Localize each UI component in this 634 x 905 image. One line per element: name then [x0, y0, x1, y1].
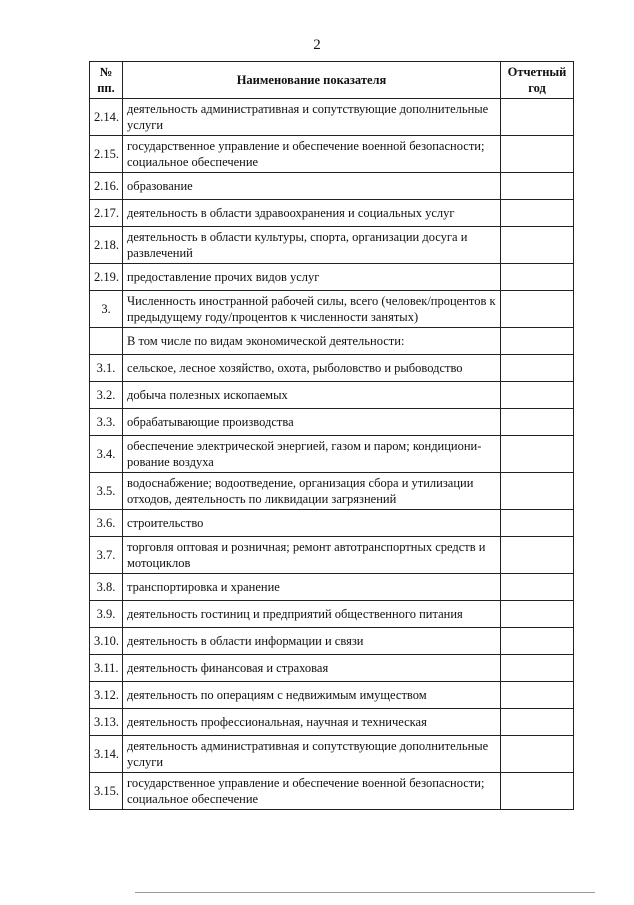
row-indicator-name: обеспечение электрической энергией, газом и паром; кондициони-рование воздуха: [123, 436, 501, 473]
row-reporting-year-value[interactable]: [501, 473, 574, 510]
row-reporting-year-value[interactable]: [501, 227, 574, 264]
page-number: 2: [313, 37, 321, 53]
header-number: № пп.: [90, 62, 123, 99]
row-indicator-name: деятельность административная и сопутствующие дополнительные услуги: [123, 736, 501, 773]
row-indicator-name: строительство: [123, 510, 501, 537]
table-row: [90, 99, 574, 136]
row-indicator-name: деятельность профессиональная, научная и техническая: [123, 709, 501, 736]
row-number: 3.5.: [90, 473, 123, 510]
row-reporting-year-value[interactable]: [501, 382, 574, 409]
row-number: [90, 328, 123, 355]
table-row: [90, 773, 574, 810]
row-reporting-year-value[interactable]: [501, 328, 574, 355]
row-indicator-name: предоставление прочих видов услуг: [123, 264, 501, 291]
row-number: 3.1.: [90, 355, 123, 382]
row-indicator-name: обрабатывающие производства: [123, 409, 501, 436]
table-row: [90, 355, 574, 382]
row-reporting-year-value[interactable]: [501, 264, 574, 291]
table-row: [90, 328, 574, 355]
row-indicator-name: деятельность по операциям с недвижимым имуществом: [123, 682, 501, 709]
row-indicator-name: добыча полезных ископаемых: [123, 382, 501, 409]
table-row: [90, 628, 574, 655]
row-indicator-name: деятельность в области информации и связи: [123, 628, 501, 655]
row-indicator-name: государственное управление и обеспечение военной безопасности; социальное обеспечение: [123, 136, 501, 173]
row-number: 2.16.: [90, 173, 123, 200]
row-reporting-year-value[interactable]: [501, 628, 574, 655]
table-row: [90, 264, 574, 291]
table-row: [90, 736, 574, 773]
row-indicator-name: деятельность гостиниц и предприятий общественного питания: [123, 601, 501, 628]
row-reporting-year-value[interactable]: [501, 655, 574, 682]
row-reporting-year-value[interactable]: [501, 409, 574, 436]
row-number: 2.18.: [90, 227, 123, 264]
table-row: [90, 200, 574, 227]
row-indicator-name: водоснабжение; водоотведение, организация сбора и утилизации отходов, деятельность по ликвидации загрязнений: [123, 473, 501, 510]
table-row: [90, 136, 574, 173]
row-indicator-name: государственное управление и обеспечение военной безопасности; социальное обеспечение: [123, 773, 501, 810]
row-reporting-year-value[interactable]: [501, 601, 574, 628]
row-reporting-year-value[interactable]: [501, 291, 574, 328]
row-reporting-year-value[interactable]: [501, 537, 574, 574]
row-number: 2.17.: [90, 200, 123, 227]
row-number: 3.10.: [90, 628, 123, 655]
row-number: 3.4.: [90, 436, 123, 473]
row-number: 3.13.: [90, 709, 123, 736]
row-indicator-name: деятельность финансовая и страховая: [123, 655, 501, 682]
header-indicator-name: Наименование показателя: [123, 62, 501, 99]
row-reporting-year-value[interactable]: [501, 436, 574, 473]
row-number: 3.: [90, 291, 123, 328]
row-number: 3.6.: [90, 510, 123, 537]
indicators-table: [89, 61, 574, 810]
row-reporting-year-value[interactable]: [501, 173, 574, 200]
row-reporting-year-value[interactable]: [501, 136, 574, 173]
row-indicator-name: транспортировка и хранение: [123, 574, 501, 601]
table-row: [90, 436, 574, 473]
table-row: [90, 409, 574, 436]
table-row: [90, 227, 574, 264]
table-row: [90, 574, 574, 601]
row-indicator-name: сельское, лесное хозяйство, охота, рыболовство и рыбоводство: [123, 355, 501, 382]
row-number: 3.14.: [90, 736, 123, 773]
row-indicator-name: деятельность в области здравоохранения и социальных услуг: [123, 200, 501, 227]
row-indicator-name: образование: [123, 173, 501, 200]
row-reporting-year-value[interactable]: [501, 510, 574, 537]
row-number: 2.15.: [90, 136, 123, 173]
table-row: [90, 173, 574, 200]
table-row: [90, 655, 574, 682]
row-indicator-name: Численность иностранной рабочей силы, всего (человек/процентов к предыдущему году/процентов к численности занятых): [123, 291, 501, 328]
header-reporting-year: Отчетный год: [501, 62, 574, 99]
row-reporting-year-value[interactable]: [501, 682, 574, 709]
row-number: 3.8.: [90, 574, 123, 601]
row-indicator-name: деятельность в области культуры, спорта, организации досуга и развлечений: [123, 227, 501, 264]
row-reporting-year-value[interactable]: [501, 773, 574, 810]
row-number: 2.14.: [90, 99, 123, 136]
row-indicator-name: В том числе по видам экономической деятельности:: [123, 328, 501, 355]
row-number: 3.12.: [90, 682, 123, 709]
table-row: [90, 601, 574, 628]
row-number: 3.2.: [90, 382, 123, 409]
row-reporting-year-value[interactable]: [501, 736, 574, 773]
row-indicator-name: торговля оптовая и розничная; ремонт автотранспортных средств и мотоциклов: [123, 537, 501, 574]
table-row: [90, 382, 574, 409]
table-row: [90, 510, 574, 537]
row-number: 3.11.: [90, 655, 123, 682]
row-number: 3.15.: [90, 773, 123, 810]
table-row: [90, 291, 574, 328]
table-row: [90, 537, 574, 574]
table-header-row: [90, 62, 574, 99]
table-row: [90, 473, 574, 510]
table-body: [90, 99, 574, 810]
bottom-rule: [135, 892, 595, 893]
row-number: 3.3.: [90, 409, 123, 436]
row-reporting-year-value[interactable]: [501, 200, 574, 227]
table-row: [90, 709, 574, 736]
row-indicator-name: деятельность административная и сопутствующие дополнительные услуги: [123, 99, 501, 136]
row-reporting-year-value[interactable]: [501, 355, 574, 382]
row-number: 2.19.: [90, 264, 123, 291]
row-number: 3.9.: [90, 601, 123, 628]
row-reporting-year-value[interactable]: [501, 709, 574, 736]
row-reporting-year-value[interactable]: [501, 574, 574, 601]
row-number: 3.7.: [90, 537, 123, 574]
table-row: [90, 682, 574, 709]
row-reporting-year-value[interactable]: [501, 99, 574, 136]
